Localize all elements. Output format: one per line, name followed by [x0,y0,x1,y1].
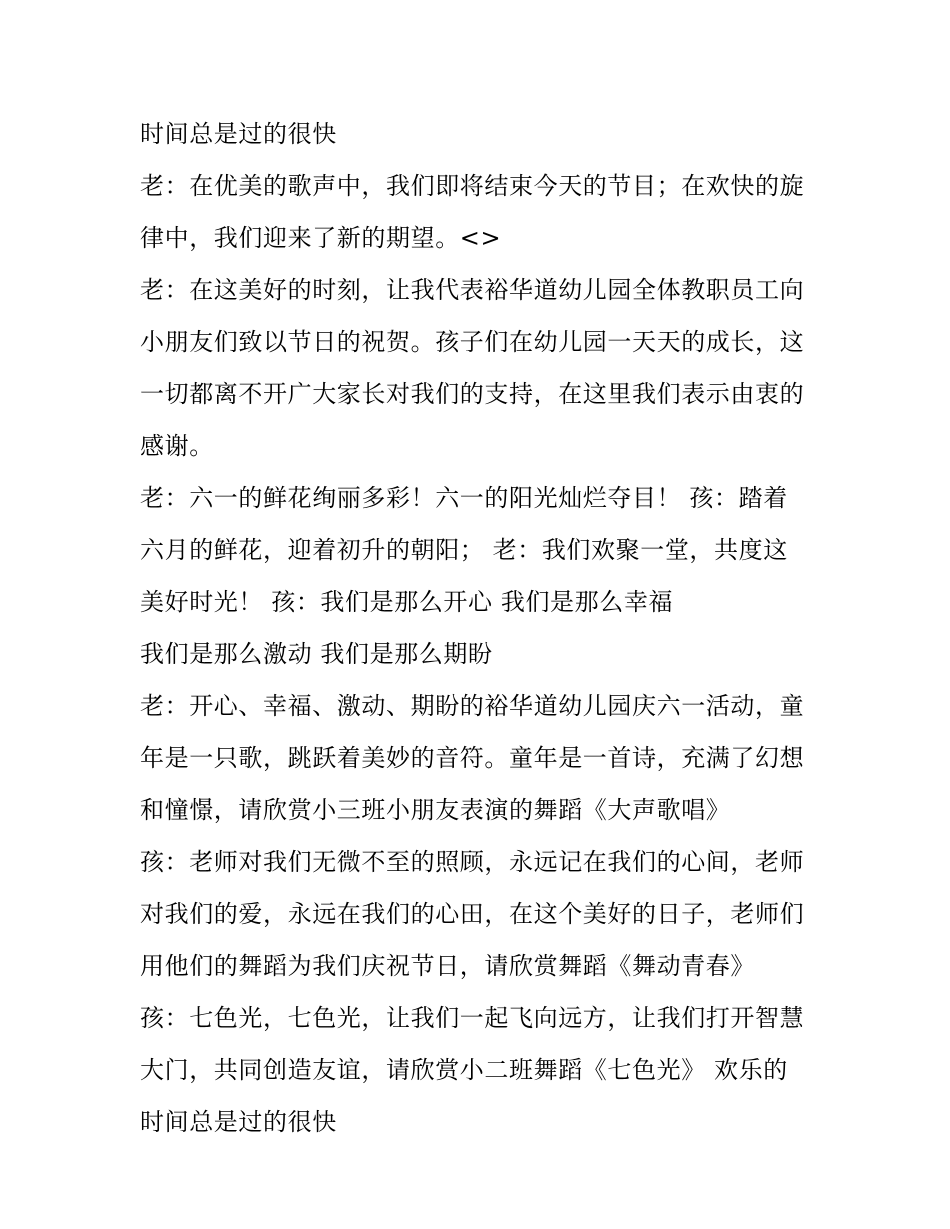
document-body [140,108,812,1148]
text-line: 和憧憬，请欣赏小三班小朋友表演的舞蹈《大声歌唱》 [140,796,731,824]
text-line: 孩：七色光，七色光，让我们一起飞向远方，让我们打开智慧 [140,1004,805,1032]
text-line: 用他们的舞蹈为我们庆祝节日，请欣赏舞蹈《舞动青春》 [140,952,755,980]
text-line: 感谢。 [140,432,214,460]
text-line: 律中，我们迎来了新的期望。<> [140,224,502,252]
text-line: 孩：老师对我们无微不至的照顾，永远记在我们的心间，老师 [140,848,805,876]
text-line: 美好时光！ 孩：我们是那么开心 我们是那么幸福 [140,588,674,616]
text-line: 年是一只歌，跳跃着美妙的音符。童年是一首诗，充满了幻想 [140,744,805,772]
text-line: 老：在优美的歌声中，我们即将结束今天的节目；在欢快的旋 [140,172,805,200]
text-line: 老：六一的鲜花绚丽多彩！六一的阳光灿烂夺目！ 孩：踏着 [140,484,788,512]
text-line: 老：在这美好的时刻，让我代表裕华道幼儿园全体教职员工向 [140,276,805,304]
text-line: 对我们的爱，永远在我们的心田，在这个美好的日子，老师们 [140,900,805,928]
text-line: 时间总是过的很快 [140,120,337,148]
text-line: 时间总是过的很快 [140,1108,337,1136]
text-line: 我们是那么激动 我们是那么期盼 [140,640,493,668]
text-line: 小朋友们致以节日的祝贺。孩子们在幼儿园一天天的成长，这 [140,328,805,356]
text-line: 老：开心、幸福、激动、期盼的裕华道幼儿园庆六一活动，童 [140,692,805,720]
text-line: 六月的鲜花，迎着初升的朝阳； 老：我们欢聚一堂，共度这 [140,536,788,564]
text-line: 大门，共同创造友谊，请欣赏小二班舞蹈《七色光》 欢乐的 [140,1056,788,1084]
text-line: 一切都离不开广大家长对我们的支持，在这里我们表示由衷的 [140,380,805,408]
